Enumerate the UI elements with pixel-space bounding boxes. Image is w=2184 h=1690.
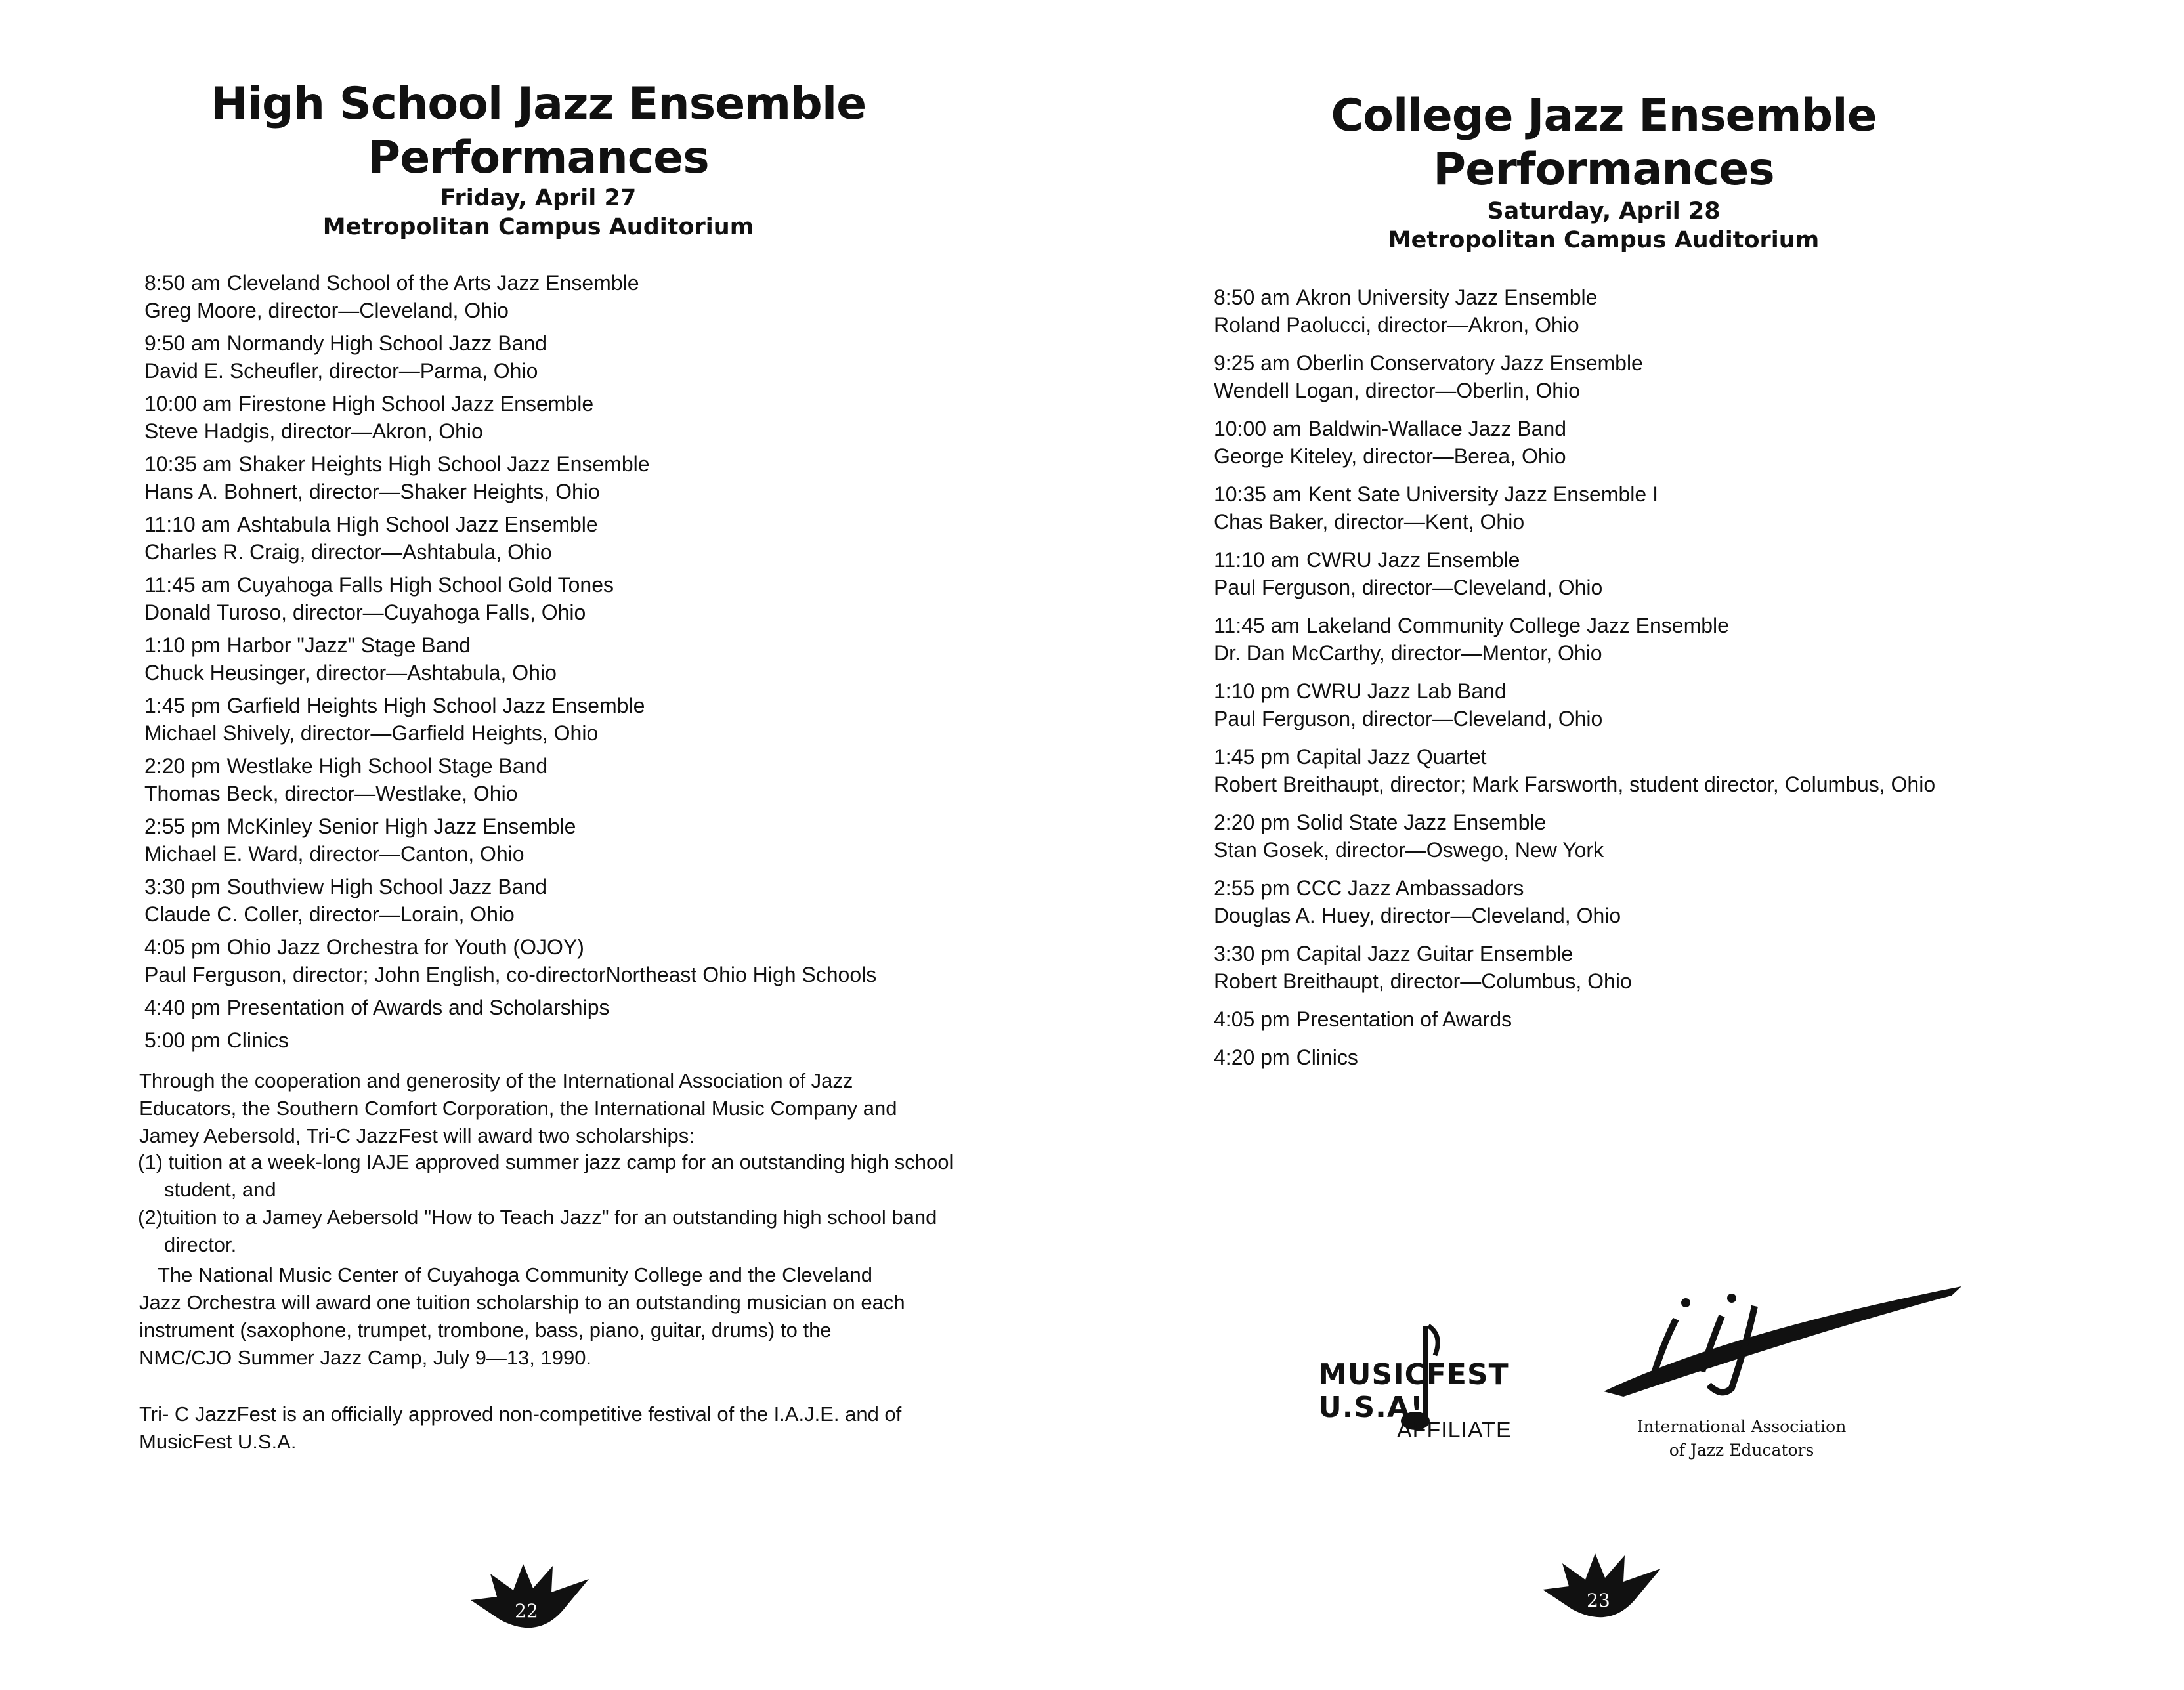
entry-time: 11:10 am <box>1214 548 1300 572</box>
entry-time: 1:10 pm <box>144 633 221 657</box>
entry-ensemble: Clinics <box>226 1028 289 1052</box>
schedule-entry <box>144 390 972 445</box>
entry-ensemble: CCC Jazz Ambassadors <box>1296 876 1524 900</box>
entry-heading <box>1214 1005 2080 1033</box>
entry-director: Robert Breithaupt, director—Columbus, Ohio <box>1214 969 1632 993</box>
entry-director: George Kiteley, director—Berea, Ohio <box>1214 444 1566 468</box>
iaje-logo <box>1597 1280 1965 1398</box>
schedule-entry <box>144 994 972 1021</box>
entry-time: 1:45 pm <box>144 694 221 717</box>
entry-director: Michael Shively, director—Garfield Heights, Ohio <box>144 721 599 745</box>
entry-ensemble: Oberlin Conservatory Jazz Ensemble <box>1296 351 1643 375</box>
right-venue: Metropolitan Campus Auditorium <box>1388 227 1820 253</box>
entry-time: 11:45 am <box>1214 614 1300 637</box>
entry-heading <box>1214 743 2080 771</box>
entry-director: Dr. Dan McCarthy, director—Mentor, Ohio <box>1214 641 1602 665</box>
entry-director: Paul Ferguson, director—Cleveland, Ohio <box>1214 576 1603 599</box>
entry-ensemble: Lakeland Community College Jazz Ensemble <box>1306 614 1729 637</box>
entry-time: 3:30 pm <box>144 875 221 898</box>
entry-director: Chuck Heusinger, director—Ashtabula, Ohio <box>144 661 557 685</box>
entry-heading <box>144 631 972 659</box>
schedule-entry <box>1214 284 2080 339</box>
entry-time: 1:45 pm <box>1214 745 1290 769</box>
schedule-entry <box>144 631 972 687</box>
entry-time: 4:05 pm <box>1214 1007 1290 1031</box>
entry-director: Claude C. Coller, director—Lorain, Ohio <box>144 902 515 926</box>
entry-director: Paul Ferguson, director; John English, co-directorNortheast Ohio High Schools <box>144 963 877 986</box>
entry-ensemble: McKinley Senior High Jazz Ensemble <box>226 814 576 838</box>
entry-heading <box>144 994 972 1021</box>
entry-director: Greg Moore, director—Cleveland, Ohio <box>144 299 509 322</box>
schedule-entry <box>1214 677 2080 732</box>
schedule-entry <box>144 450 972 505</box>
schedule-entry <box>144 269 972 324</box>
left-title-line2: Performances <box>368 132 709 184</box>
left-title <box>0 77 1077 185</box>
entry-ensemble: Southview High School Jazz Band <box>226 875 547 898</box>
entry-ensemble: Westlake High School Stage Band <box>226 754 548 778</box>
entry-ensemble: Kent Sate University Jazz Ensemble I <box>1308 482 1658 506</box>
schedule-entry <box>144 571 972 626</box>
entry-heading <box>144 571 972 599</box>
entry-ensemble: Ashtabula High School Jazz Ensemble <box>237 513 598 536</box>
scholarship-item-2: (2)tuition to a Jamey Aebersold "How to Teach Jazz" for an outstanding high school band director. <box>138 1206 937 1256</box>
musicfest-wordmark: MUSICFEST U.S.A! <box>1318 1358 1509 1424</box>
schedule-entry <box>1214 349 2080 404</box>
schedule-entry <box>144 692 972 747</box>
right-title <box>1092 89 2116 197</box>
entry-heading <box>144 450 972 478</box>
entry-director: Charles R. Craig, director—Ashtabula, Ohio <box>144 540 552 564</box>
left-schedule <box>144 269 972 1059</box>
entry-heading <box>1214 677 2080 705</box>
entry-director: David E. Scheufler, director—Parma, Ohio <box>144 359 538 383</box>
schedule-entry <box>144 1026 972 1054</box>
entry-director: Hans A. Bohnert, director—Shaker Heights, Ohio <box>144 480 600 503</box>
entry-ensemble: Solid State Jazz Ensemble <box>1296 811 1547 834</box>
entry-ensemble: CWRU Jazz Ensemble <box>1306 548 1520 572</box>
entry-time: 2:20 pm <box>1214 811 1290 834</box>
approval-note: Tri- C JazzFest is an officially approved non-competitive festival of the I.A.J.E. and of MusicFest U.S.A. <box>139 1403 902 1453</box>
schedule-entry <box>144 813 972 868</box>
iaje-brush-icon <box>1597 1280 1965 1398</box>
scholarship-item-1: (1) tuition at a week-long IAJE approved summer jazz camp for an outstanding high school student, and <box>138 1151 954 1201</box>
schedule-entry <box>1214 940 2080 995</box>
nmc-paragraph: The National Music Center of Cuyahoga Community College and the Cleveland Jazz Orchestra will award one tuition scholarship to an outstanding musician on each instrument (saxophone, trumpet, trombone, bass, piano, guitar, drums) to the NMC/CJO Summer Jazz Camp, July 9—13, 1990. <box>139 1263 905 1369</box>
entry-time: 1:10 pm <box>1214 679 1290 703</box>
schedule-entry <box>144 329 972 385</box>
entry-time: 4:05 pm <box>144 935 221 959</box>
entry-time: 10:35 am <box>1214 482 1302 506</box>
entry-time: 11:10 am <box>144 513 231 536</box>
scholarship-intro: Through the cooperation and generosity of the International Association of Jazz Educators, the Southern Comfort Corporation, the International Music Company and Jamey Aebersold, Tri-C JazzFest will award two scholarships: <box>139 1069 897 1147</box>
entry-time: 4:20 pm <box>1214 1046 1290 1069</box>
schedule-entry <box>1214 809 2080 864</box>
iaje-caption-line2: of Jazz Educators <box>1669 1441 1814 1460</box>
entry-ensemble: CWRU Jazz Lab Band <box>1296 679 1507 703</box>
entry-heading <box>1214 546 2080 574</box>
left-date: Friday, April 27 <box>440 185 637 211</box>
entry-heading <box>144 813 972 840</box>
entry-heading <box>144 752 972 780</box>
musicfest-affiliate: AFFILIATE <box>1397 1418 1512 1443</box>
left-page-number: 22 <box>515 1600 538 1622</box>
entry-director: Roland Paolucci, director—Akron, Ohio <box>1214 313 1579 337</box>
entry-director: Robert Breithaupt, director; Mark Farsworth, student director, Columbus, Ohio <box>1214 772 1936 796</box>
entry-heading <box>144 329 972 357</box>
schedule-entry <box>144 933 972 988</box>
entry-heading <box>1214 809 2080 836</box>
entry-time: 9:50 am <box>144 331 221 355</box>
left-venue: Metropolitan Campus Auditorium <box>322 214 754 240</box>
iaje-caption-line1: International Association <box>1637 1417 1847 1436</box>
schedule-entry <box>144 511 972 566</box>
entry-time: 10:00 am <box>1214 417 1302 440</box>
entry-director: Wendell Logan, director—Oberlin, Ohio <box>1214 379 1580 402</box>
entry-ensemble: Presentation of Awards <box>1296 1007 1512 1031</box>
entry-ensemble: Shaker Heights High School Jazz Ensemble <box>238 452 650 476</box>
schedule-entry <box>1214 1044 2080 1071</box>
entry-ensemble: Clinics <box>1296 1046 1358 1069</box>
entry-director: Thomas Beck, director—Westlake, Ohio <box>144 782 518 805</box>
entry-heading <box>144 511 972 538</box>
left-title-line1: High School Jazz Ensemble <box>210 78 867 130</box>
entry-heading <box>144 873 972 900</box>
entry-time: 4:40 pm <box>144 996 221 1019</box>
entry-heading <box>1214 874 2080 902</box>
entry-heading <box>144 1026 972 1054</box>
schedule-entry <box>144 873 972 928</box>
entry-time: 2:55 pm <box>1214 876 1290 900</box>
entry-ensemble: Ohio Jazz Orchestra for Youth (OJOY) <box>226 935 584 959</box>
entry-ensemble: Normandy High School Jazz Band <box>226 331 547 355</box>
entry-heading <box>1214 349 2080 377</box>
entry-heading <box>1214 1044 2080 1071</box>
entry-time: 8:50 am <box>1214 285 1290 309</box>
entry-heading <box>144 692 972 719</box>
entry-heading <box>144 269 972 297</box>
entry-director: Donald Turoso, director—Cuyahoga Falls, Ohio <box>144 601 586 624</box>
schedule-entry <box>1214 612 2080 667</box>
entry-time: 9:25 am <box>1214 351 1290 375</box>
entry-time: 10:35 am <box>144 452 232 476</box>
entry-heading <box>1214 612 2080 639</box>
right-page <box>1092 0 2184 1690</box>
entry-ensemble: Cuyahoga Falls High School Gold Tones <box>237 573 614 597</box>
entry-ensemble: Capital Jazz Guitar Ensemble <box>1296 942 1574 965</box>
entry-director: Paul Ferguson, director—Cleveland, Ohio <box>1214 707 1603 730</box>
entry-ensemble: Harbor "Jazz" Stage Band <box>226 633 471 657</box>
right-page-mark <box>1539 1550 1671 1629</box>
entry-director: Douglas A. Huey, director—Cleveland, Ohio <box>1214 904 1621 927</box>
right-title-line2: Performances <box>1433 144 1774 196</box>
schedule-entry <box>1214 874 2080 929</box>
left-page-mark <box>467 1561 599 1639</box>
entry-ensemble: Akron University Jazz Ensemble <box>1296 285 1598 309</box>
entry-director: Steve Hadgis, director—Akron, Ohio <box>144 419 483 443</box>
entry-ensemble: Garfield Heights High School Jazz Ensemble <box>226 694 645 717</box>
entry-ensemble: Capital Jazz Quartet <box>1296 745 1487 769</box>
entry-heading <box>144 933 972 961</box>
entry-time: 2:20 pm <box>144 754 221 778</box>
entry-time: 11:45 am <box>144 573 231 597</box>
entry-time: 8:50 am <box>144 271 221 295</box>
entry-ensemble: Cleveland School of the Arts Jazz Ensemble <box>226 271 639 295</box>
right-date: Saturday, April 28 <box>1487 198 1721 224</box>
entry-time: 3:30 pm <box>1214 942 1290 965</box>
entry-director: Chas Baker, director—Kent, Ohio <box>1214 510 1525 534</box>
entry-time: 2:55 pm <box>144 814 221 838</box>
schedule-entry <box>1214 1005 2080 1033</box>
entry-ensemble: Firestone High School Jazz Ensemble <box>238 392 594 415</box>
entry-director: Stan Gosek, director—Oswego, New York <box>1214 838 1604 862</box>
entry-ensemble: Presentation of Awards and Scholarships <box>226 996 610 1019</box>
right-schedule <box>1214 284 2080 1082</box>
musicfest-logo <box>1318 1319 1541 1450</box>
right-page-number: 23 <box>1587 1590 1610 1611</box>
entry-heading <box>1214 480 2080 508</box>
right-title-line1: College Jazz Ensemble <box>1331 90 1877 142</box>
entry-heading <box>1214 284 2080 311</box>
entry-time: 10:00 am <box>144 392 232 415</box>
right-subtitle <box>1092 197 2116 255</box>
schedule-entry <box>144 752 972 807</box>
schedule-entry <box>1214 546 2080 601</box>
entry-director: Michael E. Ward, director—Canton, Ohio <box>144 842 525 866</box>
left-subtitle <box>0 184 1077 242</box>
schedule-entry <box>1214 743 2080 798</box>
schedule-entry <box>1214 415 2080 470</box>
iaje-caption <box>1610 1415 1873 1462</box>
entry-heading <box>144 390 972 417</box>
entry-time: 5:00 pm <box>144 1028 221 1052</box>
schedule-entry <box>1214 480 2080 536</box>
entry-heading <box>1214 940 2080 967</box>
entry-heading <box>1214 415 2080 442</box>
entry-ensemble: Baldwin-Wallace Jazz Band <box>1308 417 1567 440</box>
